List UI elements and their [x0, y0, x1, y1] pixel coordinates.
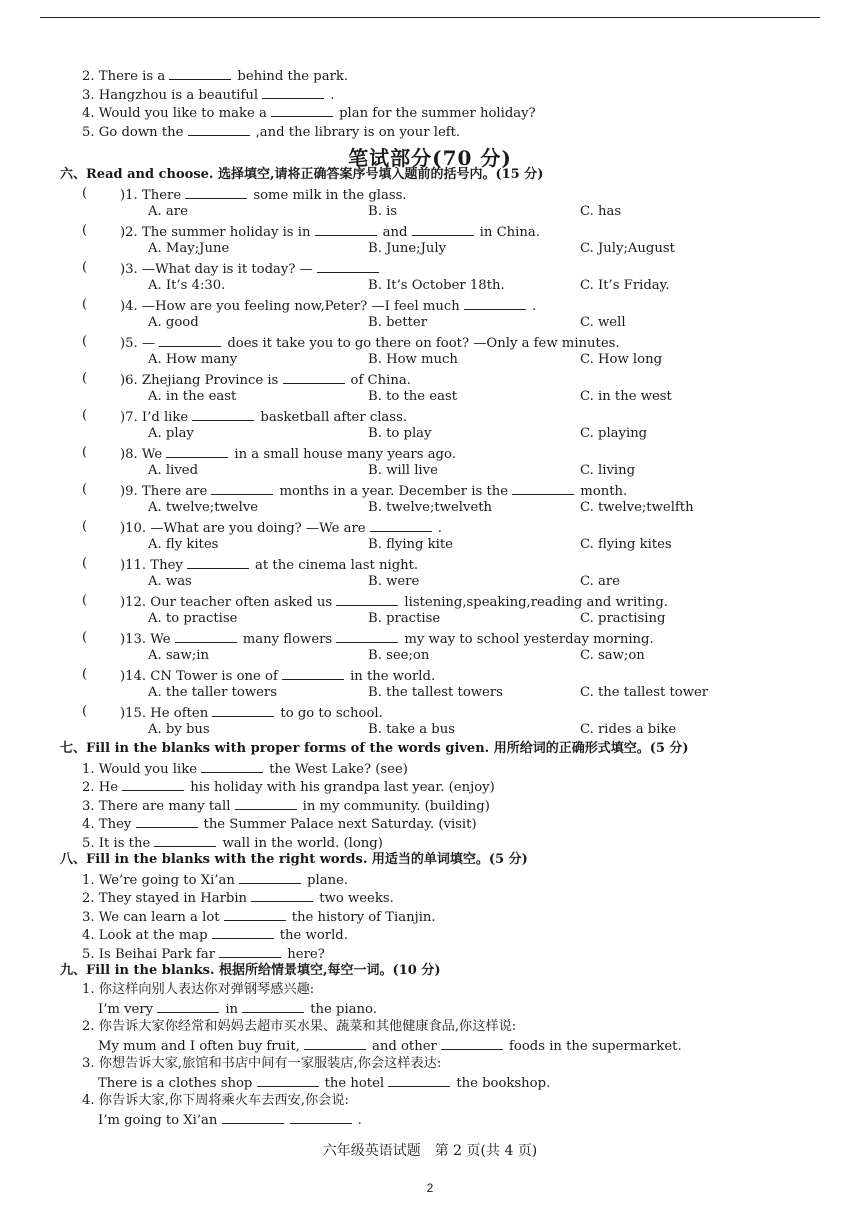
- fill-text: [82, 796, 490, 816]
- mc-stem: [120, 666, 435, 686]
- mc-stem: [120, 518, 442, 538]
- answer-paren: (: [82, 592, 88, 608]
- section-heading: [0, 962, 860, 980]
- option-c: C. twelve;twelfth: [580, 500, 694, 515]
- option-a: A. play: [148, 426, 194, 441]
- answer-blank[interactable]: [242, 999, 304, 1013]
- text-segment: )12. Our teacher often asked us: [120, 594, 337, 610]
- option-a: A. fly kites: [148, 537, 219, 552]
- answer-blank[interactable]: [336, 592, 398, 606]
- option-c: C. has: [580, 204, 622, 219]
- fill-question: [0, 814, 860, 832]
- option-c: C. July;August: [580, 241, 675, 256]
- mc-options: [0, 721, 860, 739]
- mc-options: [0, 499, 860, 517]
- scenario-text: [82, 981, 314, 999]
- answer-paren: (: [82, 666, 88, 682]
- fill-text: [82, 777, 495, 797]
- section-heading: [0, 166, 860, 184]
- answer-blank[interactable]: [212, 703, 274, 717]
- option-b: B. were: [368, 574, 420, 589]
- text-segment: in China.: [479, 224, 540, 240]
- answer-blank[interactable]: [388, 1073, 450, 1087]
- option-b: B. How much: [368, 352, 458, 367]
- answer-paren: (: [82, 370, 88, 386]
- text-segment: the history of Tianjin.: [291, 909, 436, 925]
- mc-stem: [120, 185, 407, 205]
- mc-question: [0, 259, 860, 277]
- answer-blank[interactable]: [412, 222, 474, 236]
- text-segment: to go to school.: [280, 705, 383, 721]
- text-segment: behind the park.: [237, 69, 349, 84]
- text-segment: 1. Would you like: [82, 761, 202, 777]
- option-b: B. practise: [368, 611, 441, 626]
- option-a: A. lived: [148, 463, 199, 478]
- option-b: B. to play: [368, 426, 432, 441]
- section-7-heading: 七、Fill in the blanks with proper forms of the words given. 用所给词的正确形式填空。(5 分): [60, 741, 689, 756]
- fill-text: [82, 944, 325, 964]
- option-a: A. good: [148, 315, 199, 330]
- answer-paren: (: [82, 555, 88, 571]
- text-segment: 5. Is Beihai Park far: [82, 946, 220, 962]
- option-a: A. May;June: [148, 241, 230, 256]
- option-b: B. twelve;twelveth: [368, 500, 493, 515]
- scenario-text: [82, 1055, 441, 1073]
- text-segment: )15. He often: [120, 705, 213, 721]
- question-text: [82, 103, 536, 123]
- question-line: [0, 66, 860, 84]
- text-segment: My mum and I often buy fruit,: [98, 1039, 304, 1054]
- mc-options: [0, 203, 860, 221]
- answer-blank[interactable]: [136, 814, 198, 828]
- option-b: B. to the east: [368, 389, 458, 404]
- scenario-prompt: [0, 981, 860, 999]
- option-a: A. saw;in: [148, 648, 209, 663]
- answer-blank[interactable]: [441, 1036, 503, 1050]
- answer-paren: (: [82, 481, 88, 497]
- mc-question: [0, 703, 860, 721]
- answer-blank[interactable]: [166, 444, 228, 458]
- top-rule: [40, 17, 820, 18]
- mc-stem: [120, 333, 620, 353]
- option-c: C. the tallest tower: [580, 685, 709, 700]
- mc-options: [0, 425, 860, 443]
- question-line: [0, 85, 860, 103]
- question-text: [82, 66, 348, 86]
- answer-paren: (: [82, 629, 88, 645]
- text-segment: 2. They stayed in Harbin: [82, 891, 252, 906]
- text-segment: some milk in the glass.: [253, 187, 407, 203]
- section-heading: [0, 740, 860, 758]
- text-segment: 2. 你告诉大家你经常和妈妈去超市买水果、蔬菜和其他健康食品,你这样说:: [82, 1018, 517, 1034]
- scenario-prompt: [0, 1018, 860, 1036]
- mc-stem: [120, 444, 456, 464]
- text-segment: his holiday with his grandpa last year. (enjoy): [190, 780, 495, 795]
- scenario-text: [82, 1092, 349, 1110]
- text-segment: )9. There are: [120, 483, 212, 499]
- option-a: A. was: [148, 574, 192, 589]
- answer-paren: (: [82, 185, 88, 201]
- text-segment: )11. They: [120, 557, 188, 573]
- option-c: C. living: [580, 463, 636, 478]
- fill-question: [0, 870, 860, 888]
- scenario-text: [98, 1073, 550, 1093]
- mc-options: [0, 573, 860, 591]
- scenario-text: [98, 999, 377, 1019]
- fill-text: [82, 888, 394, 908]
- text-segment: basketball after class.: [260, 409, 408, 425]
- option-b: B. June;July: [368, 241, 447, 256]
- option-c: C. How long: [580, 352, 663, 367]
- answer-blank[interactable]: [212, 925, 274, 939]
- question-line: [0, 103, 860, 121]
- answer-paren: (: [82, 518, 88, 534]
- text-segment: .: [531, 298, 537, 314]
- text-segment: of China.: [350, 372, 411, 388]
- fill-question: [0, 888, 860, 906]
- mc-stem: [120, 296, 536, 316]
- text-segment: and other: [372, 1039, 442, 1054]
- fill-text: [82, 759, 408, 779]
- option-b: B. better: [368, 315, 428, 330]
- text-segment: plane.: [307, 872, 349, 888]
- text-segment: 2. There is a: [82, 69, 170, 84]
- option-a: A. How many: [148, 352, 238, 367]
- fill-question: [0, 925, 860, 943]
- question-line: [0, 122, 860, 140]
- scenario-answer: [0, 1036, 860, 1054]
- text-segment: ,and the library is on your left.: [255, 124, 461, 140]
- option-c: C. are: [580, 574, 620, 589]
- text-segment: 3. 你想告诉大家,旅馆和书店中间有一家服装店,你会这样表达:: [82, 1055, 442, 1071]
- answer-blank[interactable]: [222, 1110, 284, 1124]
- option-a: A. in the east: [148, 389, 237, 404]
- option-b: B. take a bus: [368, 722, 455, 737]
- option-a: A. twelve;twelve: [148, 500, 259, 515]
- answer-paren: (: [82, 444, 88, 460]
- mc-stem: [120, 407, 407, 427]
- text-segment: listening,speaking,reading and writing.: [404, 594, 668, 610]
- answer-blank[interactable]: [169, 66, 231, 80]
- text-segment: 4. Look at the map: [82, 928, 212, 943]
- text-segment: months in a year. December is the: [279, 483, 513, 499]
- text-segment: the world.: [279, 928, 348, 943]
- option-a: A. to practise: [148, 611, 238, 626]
- fill-text: [82, 907, 436, 927]
- scenario-text: [98, 1036, 682, 1056]
- section-9-heading: 九、Fill in the blanks. 根据所给情景填空,每空一词。(10 分): [60, 963, 441, 978]
- text-segment: 5. It is the: [82, 835, 155, 851]
- answer-blank[interactable]: [512, 481, 574, 495]
- option-a: A. by bus: [148, 722, 210, 737]
- text-segment: )6. Zhejiang Province is: [120, 372, 283, 388]
- text-segment: )13. We: [120, 631, 175, 647]
- text-segment: my way to school yesterday morning.: [404, 631, 654, 647]
- text-segment: )5. —: [120, 335, 160, 351]
- mc-stem: [120, 592, 668, 612]
- text-segment: and: [382, 224, 412, 240]
- answer-blank[interactable]: [159, 333, 221, 347]
- mc-options: [0, 536, 860, 554]
- mc-options: [0, 388, 860, 406]
- written-section-title: 笔试部分(70 分): [348, 146, 512, 170]
- mc-options: [0, 684, 860, 702]
- answer-paren: (: [82, 703, 88, 719]
- answer-blank[interactable]: [304, 1036, 366, 1050]
- text-segment: 4. Would you like to make a: [82, 106, 272, 122]
- text-segment: in a small house many years ago.: [234, 446, 456, 462]
- mc-question: [0, 444, 860, 462]
- answer-blank[interactable]: [271, 103, 333, 117]
- option-b: B. see;on: [368, 648, 430, 663]
- text-segment: wall in the world. (long): [222, 835, 383, 851]
- mc-options: [0, 462, 860, 480]
- answer-blank[interactable]: [262, 85, 324, 99]
- text-segment: plan for the summer holiday?: [339, 106, 536, 122]
- text-segment: .: [330, 87, 335, 103]
- fill-question: [0, 796, 860, 814]
- option-a: A. the taller towers: [148, 685, 277, 700]
- option-b: B. the tallest towers: [368, 685, 503, 700]
- option-c: C. rides a bike: [580, 722, 677, 737]
- option-c: C. well: [580, 315, 626, 330]
- mc-stem: [120, 629, 654, 649]
- text-segment: in: [225, 1002, 243, 1017]
- fill-question: [0, 759, 860, 777]
- text-segment: here?: [287, 946, 325, 962]
- answer-blank[interactable]: [464, 296, 526, 310]
- text-segment: month.: [580, 483, 628, 499]
- answer-blank[interactable]: [317, 259, 379, 273]
- fill-question: [0, 907, 860, 925]
- scenario-prompt: [0, 1055, 860, 1073]
- text-segment: the bookshop.: [456, 1076, 551, 1091]
- answer-paren: (: [82, 407, 88, 423]
- option-c: C. practising: [580, 611, 666, 626]
- option-b: B. flying kite: [368, 537, 453, 552]
- option-c: C. flying kites: [580, 537, 672, 552]
- answer-blank[interactable]: [211, 481, 273, 495]
- mc-question: [0, 518, 860, 536]
- text-segment: )7. I’d like: [120, 409, 193, 425]
- fill-text: [82, 833, 383, 853]
- answer-blank[interactable]: [154, 833, 216, 847]
- page-footer: 六年级英语试题 第 2 页(共 4 页): [322, 1143, 538, 1159]
- mc-question: [0, 222, 860, 240]
- mc-options: [0, 351, 860, 369]
- option-a: A. are: [148, 204, 188, 219]
- question-text: [82, 85, 334, 105]
- answer-blank[interactable]: [188, 122, 250, 136]
- option-c: C. playing: [580, 426, 648, 441]
- answer-blank[interactable]: [224, 907, 286, 921]
- text-segment: )3. —What day is it today? —: [120, 261, 317, 277]
- scenario-text: [98, 1110, 362, 1130]
- mc-stem: [120, 555, 418, 575]
- mc-question: [0, 555, 860, 573]
- text-segment: 3. There are many tall: [82, 798, 235, 814]
- answer-blank[interactable]: [187, 555, 249, 569]
- answer-paren: (: [82, 296, 88, 312]
- text-segment: in my community. (building): [302, 798, 490, 814]
- question-text: [82, 122, 460, 142]
- text-segment: 4. They: [82, 817, 136, 832]
- mc-options: [0, 610, 860, 628]
- scenario-text: [82, 1018, 516, 1036]
- text-segment: There is a clothes shop: [98, 1076, 257, 1091]
- text-segment: I’m very: [98, 1002, 158, 1017]
- mc-stem: [120, 481, 627, 501]
- answer-blank[interactable]: [192, 407, 254, 421]
- text-segment: the hotel: [324, 1076, 389, 1091]
- option-b: B. is: [368, 204, 398, 219]
- mc-stem: [120, 222, 540, 242]
- fill-text: [82, 814, 477, 834]
- text-segment: 4. 你告诉大家,你下周将乘火车去西安,你会说:: [82, 1092, 349, 1108]
- fill-question: [0, 944, 860, 962]
- answer-blank[interactable]: [219, 944, 281, 958]
- mc-question: [0, 481, 860, 499]
- text-segment: )10. —What are you doing? —We are: [120, 520, 370, 536]
- mc-options: [0, 647, 860, 665]
- text-segment: foods in the supermarket.: [509, 1039, 682, 1054]
- answer-blank[interactable]: [157, 999, 219, 1013]
- mc-question: [0, 333, 860, 351]
- answer-blank[interactable]: [336, 629, 398, 643]
- text-segment: in the world.: [350, 668, 436, 684]
- mc-question: [0, 296, 860, 314]
- answer-blank[interactable]: [282, 666, 344, 680]
- answer-paren: (: [82, 333, 88, 349]
- scenario-answer: [0, 1073, 860, 1091]
- text-segment: 5. Go down the: [82, 124, 188, 140]
- mc-question: [0, 185, 860, 203]
- text-segment: the Summer Palace next Saturday. (visit): [203, 817, 477, 832]
- text-segment: the West Lake? (see): [269, 761, 408, 777]
- text-segment: .: [437, 520, 442, 536]
- text-segment: )4. —How are you feeling now,Peter? —I feel much: [120, 298, 464, 314]
- answer-paren: (: [82, 259, 88, 275]
- section-6-heading: 六、Read and choose. 选择填空,请将正确答案序号填入题前的括号内。(15 分): [60, 167, 544, 182]
- mc-options: [0, 277, 860, 295]
- answer-paren: (: [82, 222, 88, 238]
- option-b: B. will live: [368, 463, 438, 478]
- text-segment: many flowers: [242, 631, 337, 647]
- mc-stem: [120, 370, 411, 390]
- mc-options: [0, 240, 860, 258]
- fill-question: [0, 777, 860, 795]
- text-segment: the piano.: [310, 1002, 377, 1017]
- text-segment: .: [357, 1113, 362, 1128]
- page-number: 2: [426, 1181, 434, 1195]
- answer-blank[interactable]: [122, 777, 184, 791]
- scenario-answer: [0, 1110, 860, 1128]
- answer-blank[interactable]: [175, 629, 237, 643]
- answer-blank[interactable]: [185, 185, 247, 199]
- text-segment: 1. We’re going to Xi’an: [82, 872, 240, 888]
- text-segment: 2. He: [82, 780, 123, 795]
- answer-blank[interactable]: [370, 518, 432, 532]
- option-c: C. saw;on: [580, 648, 645, 663]
- text-segment: two weeks.: [319, 891, 394, 906]
- mc-question: [0, 370, 860, 388]
- scenario-prompt: [0, 1092, 860, 1110]
- mc-question: [0, 592, 860, 610]
- answer-blank[interactable]: [201, 759, 263, 773]
- text-segment: )2. The summer holiday is in: [120, 224, 315, 240]
- mc-question: [0, 629, 860, 647]
- text-segment: I’m going to Xi’an: [98, 1113, 222, 1128]
- mc-stem: [120, 703, 383, 723]
- answer-blank[interactable]: [235, 796, 297, 810]
- fill-question: [0, 833, 860, 851]
- text-segment: does it take you to go there on foot? —Only a few minutes.: [227, 335, 620, 351]
- answer-blank[interactable]: [290, 1110, 352, 1124]
- option-b: B. It’s October 18th.: [368, 278, 505, 293]
- text-segment: 3. We can learn a lot: [82, 909, 224, 925]
- answer-blank[interactable]: [283, 370, 345, 384]
- text-segment: )1. There: [120, 187, 186, 203]
- text-segment: 1. 你这样向别人表达你对弹钢琴感兴趣:: [82, 981, 315, 997]
- text-segment: at the cinema last night.: [255, 557, 419, 573]
- option-a: A. It’s 4:30.: [148, 278, 226, 293]
- fill-text: [82, 870, 348, 890]
- mc-stem: [120, 259, 385, 279]
- text-segment: )14. CN Tower is one of: [120, 668, 283, 684]
- option-c: C. It’s Friday.: [580, 278, 670, 293]
- text-segment: )8. We: [120, 446, 167, 462]
- option-c: C. in the west: [580, 389, 672, 404]
- answer-blank[interactable]: [257, 1073, 319, 1087]
- mc-question: [0, 407, 860, 425]
- section-8-heading: 八、Fill in the blanks with the right words. 用适当的单词填空。(5 分): [60, 852, 528, 867]
- answer-blank[interactable]: [239, 870, 301, 884]
- section-heading: [0, 851, 860, 869]
- answer-blank[interactable]: [251, 888, 313, 902]
- text-segment: 3. Hangzhou is a beautiful: [82, 87, 263, 103]
- mc-question: [0, 666, 860, 684]
- mc-options: [0, 314, 860, 332]
- fill-text: [82, 925, 348, 945]
- answer-blank[interactable]: [315, 222, 377, 236]
- scenario-answer: [0, 999, 860, 1017]
